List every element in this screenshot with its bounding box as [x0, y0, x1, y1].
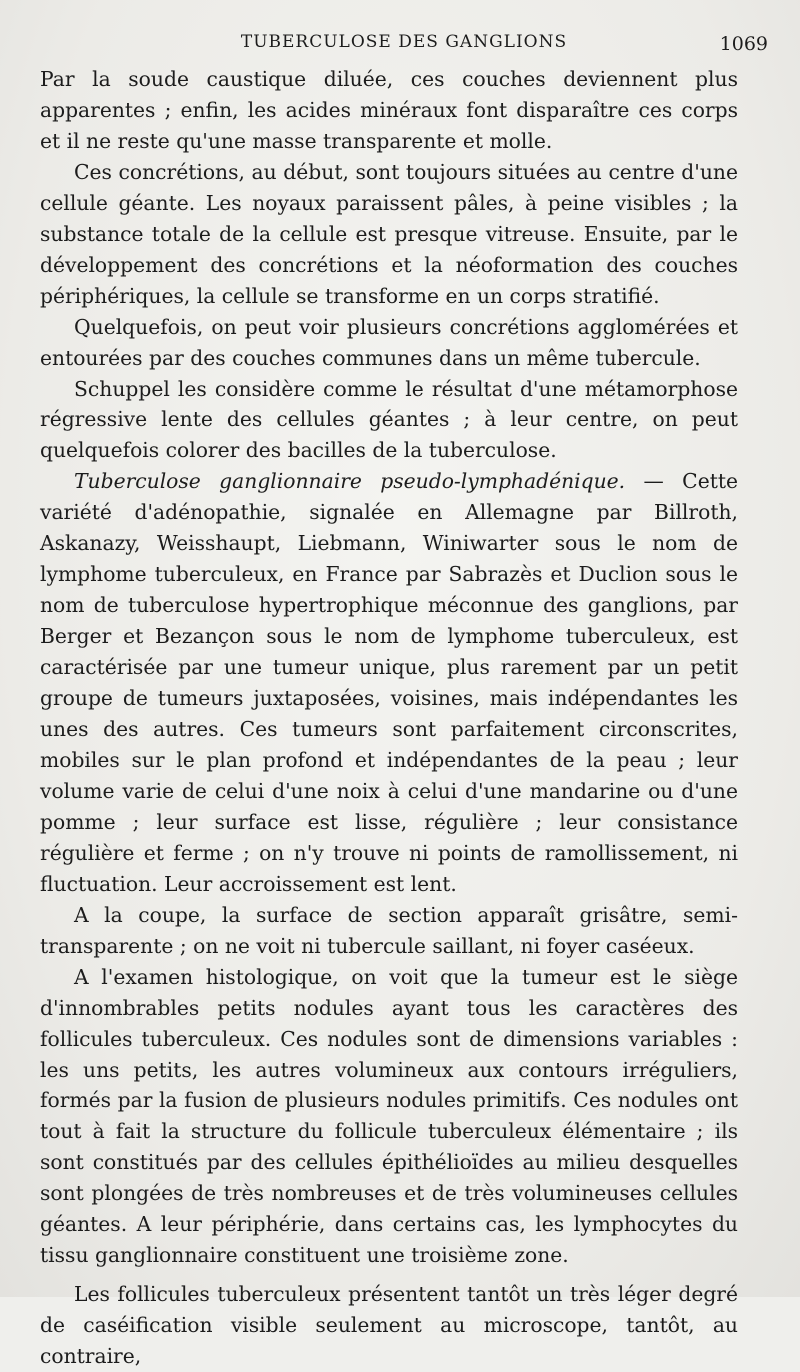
paragraph: Les follicules tuberculeux présentent tantôt un très léger degré de caséification visible seulement au microscope, tantôt, au contraire,: [40, 1282, 738, 1369]
body-text: [40, 64, 738, 1372]
section-paragraph: [40, 466, 738, 899]
paragraph: Ces concrétions, au début, sont toujours situées au centre d'une cellule géante. Les noyaux paraissent pâles, à peine visibles ; la substance totale de la cellule est presque vitreuse. Ensuite, par le développement des concrétions et la néoformation des couches périphériques, la cellule se transforme en un corps stratifié.: [40, 159, 738, 308]
page-number: 1069: [719, 33, 768, 55]
running-title: TUBERCULOSE DES GANGLIONS: [240, 32, 568, 52]
section-text: — Cette variété d'adénopathie, signalée en Allemagne par Billroth, Askanazy, Weisshaupt, Liebmann, Winiwarter sous le nom de lymphome tuberculeux, en France par Sabrazès et Duclion sous le nom de tuberculose hypertrophique méconnue des ganglions, par Berger et Bezançon sous le nom de lymphome tuberculeux, est caractérisée par une tumeur unique, plus rarement par un petit groupe de tumeurs juxtaposées, voisines, mais indépendantes les unes des autres. Ces tumeurs sont parfaitement circonscrites, mobiles sur le plan profond et indépendantes de la peau ; leur volume varie de celui d'une noix à celui d'une mandarine ou d'une pomme ; leur surface est lisse, régulière ; leur consistance régulière et ferme ; on n'y trouve ni points de ramollissement, ni fluctuation. Leur accroissement est lent.: [40, 469, 739, 896]
page-header: [40, 30, 768, 62]
paragraph: A l'examen histologique, on voit que la tumeur est le siège d'innombrables petits nodules ayant tous les caractères des follicules tuberculeux. Ces nodules sont de dimensions variables : les uns petits, les autres volumineux aux contours irréguliers, formés par la fusion de plusieurs nodules primitifs. Ces nodules ont tout à fait la structure du follicule tuberculeux élémentaire ; ils sont constitués par des cellules épithélioïdes au milieu desquelles sont plongées de très nombreuses et de très volumineuses cellules géantes. A leur périphérie, dans certains cas, les lymphocytes du tissu ganglionnaire constituent une troisième zone.: [40, 964, 738, 1268]
paragraph: Par la soude caustique diluée, ces couches deviennent plus apparentes ; enfin, les acides minéraux font disparaître ces corps et il ne reste qu'une masse transparente et molle.: [40, 67, 738, 153]
paragraph: Schuppel les considère comme le résultat d'une métamorphose régressive lente des cellules géantes ; à leur centre, on peut quelquefois colorer des bacilles de la tuberculose.: [40, 376, 738, 463]
paragraph: A la coupe, la surface de section apparaît grisâtre, semi-transparente ; on ne voit ni tubercule saillant, ni foyer caséeux.: [40, 902, 738, 958]
section-heading: Tuberculose ganglionnaire pseudo-lymphadénique.: [74, 469, 626, 494]
paragraph: Quelquefois, on peut voir plusieurs concrétions agglomérées et entourées par des couches communes dans un même tubercule.: [40, 314, 738, 370]
